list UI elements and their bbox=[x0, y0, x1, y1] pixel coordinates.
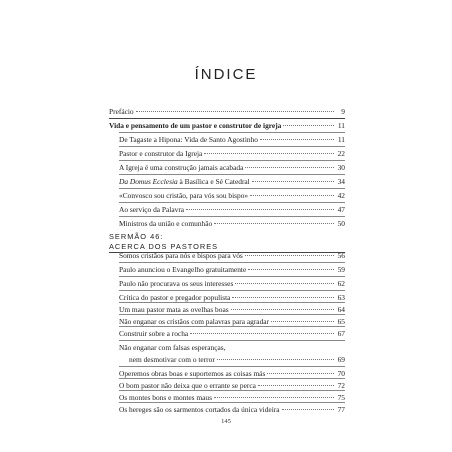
toc-entry-text: Crítica do pastor e pregador populista bbox=[119, 293, 231, 302]
toc-entry-text: Somos cristãos para nós e bispos para vós bbox=[119, 251, 243, 260]
dot-leader bbox=[214, 396, 334, 398]
toc-entry-page: 69 bbox=[337, 355, 345, 364]
dot-leader bbox=[136, 110, 334, 112]
dot-leader bbox=[248, 268, 334, 270]
sermon-number: SERMÃO 46: bbox=[109, 232, 164, 241]
toc-entry-page: 9 bbox=[341, 107, 345, 116]
toc-subentry bbox=[109, 204, 345, 215]
toc-entry-vida bbox=[109, 120, 345, 131]
toc-subentry bbox=[109, 278, 345, 289]
toc-entry-text: Ministros da união e comunhão bbox=[119, 219, 213, 228]
divider bbox=[109, 118, 345, 119]
toc-entry-continuation-text: nem desmotivar com o terror bbox=[129, 355, 215, 364]
toc-entry-page: 59 bbox=[337, 265, 345, 274]
divider bbox=[119, 290, 345, 291]
toc-subentry bbox=[109, 162, 345, 173]
divider bbox=[119, 302, 345, 303]
dot-leader bbox=[252, 180, 334, 182]
page-number: 145 bbox=[221, 418, 231, 425]
dot-leader bbox=[250, 194, 334, 196]
toc-subentry bbox=[109, 354, 345, 365]
dot-leader bbox=[282, 408, 335, 410]
toc-subentry bbox=[109, 328, 345, 339]
dot-leader bbox=[186, 208, 334, 210]
dot-leader bbox=[258, 384, 334, 386]
dot-leader bbox=[283, 124, 334, 126]
toc-entry-page: 11 bbox=[337, 135, 345, 144]
toc-subentry bbox=[109, 264, 345, 275]
toc-subentry-first-line bbox=[109, 342, 345, 353]
divider bbox=[119, 146, 345, 147]
toc-entry-italic-text: Da Domus Ecclesia bbox=[119, 177, 178, 186]
dot-leader bbox=[235, 282, 334, 284]
toc-subentry bbox=[109, 190, 345, 201]
divider bbox=[119, 132, 345, 133]
toc-entry-page: 11 bbox=[337, 121, 345, 130]
toc-entry-prefacio bbox=[109, 106, 345, 117]
toc-entry-page: 67 bbox=[337, 329, 345, 338]
toc-entry-page: 47 bbox=[337, 205, 345, 214]
toc-entry-text: Ao serviço da Palavra bbox=[119, 205, 185, 214]
toc-entry-text: Construir sobre a rocha bbox=[119, 329, 189, 338]
toc-entry-page: 56 bbox=[337, 251, 345, 260]
toc-entry-page: 65 bbox=[337, 317, 345, 326]
toc-entry-text: Vida e pensamento de um pastor e construtor de igreja bbox=[109, 121, 282, 130]
divider bbox=[119, 188, 345, 189]
divider bbox=[119, 276, 345, 277]
toc-entry-page: 30 bbox=[337, 163, 345, 172]
divider bbox=[119, 174, 345, 175]
toc-entry-text: De Tagaste a Hipona: Vida de Santo Agostinho bbox=[119, 135, 258, 144]
toc-entry-text: Não enganar com falsas esperanças, bbox=[119, 343, 226, 352]
sermon-subtitle: ACERCA DOS PASTORES bbox=[109, 242, 219, 251]
toc-entry-text: Os hereges são os sarmentos cortados da única videira bbox=[119, 405, 280, 414]
divider bbox=[119, 314, 345, 315]
toc-entry-text: Paulo não procurava os seus interesses bbox=[119, 279, 234, 288]
dot-leader bbox=[232, 296, 334, 298]
dot-leader bbox=[214, 222, 334, 224]
toc-subentry bbox=[109, 404, 345, 415]
dot-leader bbox=[271, 320, 334, 322]
divider bbox=[119, 366, 345, 367]
toc-entry-page: 64 bbox=[337, 305, 345, 314]
toc-entry-text: O bom pastor não deixa que o errante se perca bbox=[119, 381, 256, 390]
toc-entry-text: Um mau pastor mata as ovelhas boas bbox=[119, 305, 229, 314]
toc-subentry bbox=[109, 218, 345, 229]
toc-entry-page: 22 bbox=[337, 149, 345, 158]
toc-entry-text: Paulo anunciou o Evangelho gratuitamente bbox=[119, 265, 247, 274]
toc-entry-page: 50 bbox=[337, 219, 345, 228]
dot-leader bbox=[245, 254, 334, 256]
toc-subentry bbox=[109, 176, 345, 187]
toc-subentry bbox=[109, 148, 345, 159]
divider bbox=[119, 262, 345, 263]
dot-leader bbox=[260, 138, 334, 140]
toc-entry-page: 42 bbox=[337, 191, 345, 200]
divider bbox=[119, 390, 345, 391]
dot-leader bbox=[245, 166, 334, 168]
page-title: ÍNDICE bbox=[194, 66, 258, 83]
toc-entry-page: 34 bbox=[337, 177, 345, 186]
toc-entry-text: Não enganar os cristãos com palavras para agradar bbox=[119, 317, 269, 326]
divider bbox=[119, 202, 345, 203]
dot-leader bbox=[190, 332, 334, 334]
toc-entry-text: A Igreja é uma construção jamais acabada bbox=[119, 163, 244, 172]
toc-entry-text: Pastor e construtor da Igreja bbox=[119, 149, 203, 158]
toc-entry-text: Prefácio bbox=[109, 107, 134, 116]
divider bbox=[109, 252, 345, 253]
toc-entry-page: 70 bbox=[337, 369, 345, 378]
toc-entry-page: 75 bbox=[337, 393, 345, 402]
toc-entry-text: «Convosco sou cristão, para vós sou bispo» bbox=[119, 191, 249, 200]
toc-entry-page: 63 bbox=[337, 293, 345, 302]
toc-entry-text-rest: à Basílica e Sé Catedral bbox=[177, 177, 250, 186]
toc-subentry bbox=[109, 134, 345, 145]
table-of-contents bbox=[109, 0, 345, 452]
dot-leader bbox=[204, 152, 334, 154]
toc-entry-page: 62 bbox=[337, 279, 345, 288]
dot-leader bbox=[267, 372, 334, 374]
divider bbox=[119, 378, 345, 379]
toc-entry-page: 77 bbox=[337, 405, 345, 414]
divider bbox=[119, 326, 345, 327]
divider bbox=[119, 216, 345, 217]
toc-entry-page: 72 bbox=[337, 381, 345, 390]
toc-entry-text bbox=[109, 176, 250, 187]
dot-leader bbox=[231, 308, 334, 310]
divider bbox=[119, 160, 345, 161]
dot-leader bbox=[217, 358, 334, 360]
divider bbox=[119, 402, 345, 403]
toc-entry-text: Operemos obras boas e suportemos as coisas más bbox=[119, 369, 266, 378]
divider bbox=[119, 340, 345, 341]
toc-entry-text: Os montes bons e montes maus bbox=[119, 393, 212, 402]
